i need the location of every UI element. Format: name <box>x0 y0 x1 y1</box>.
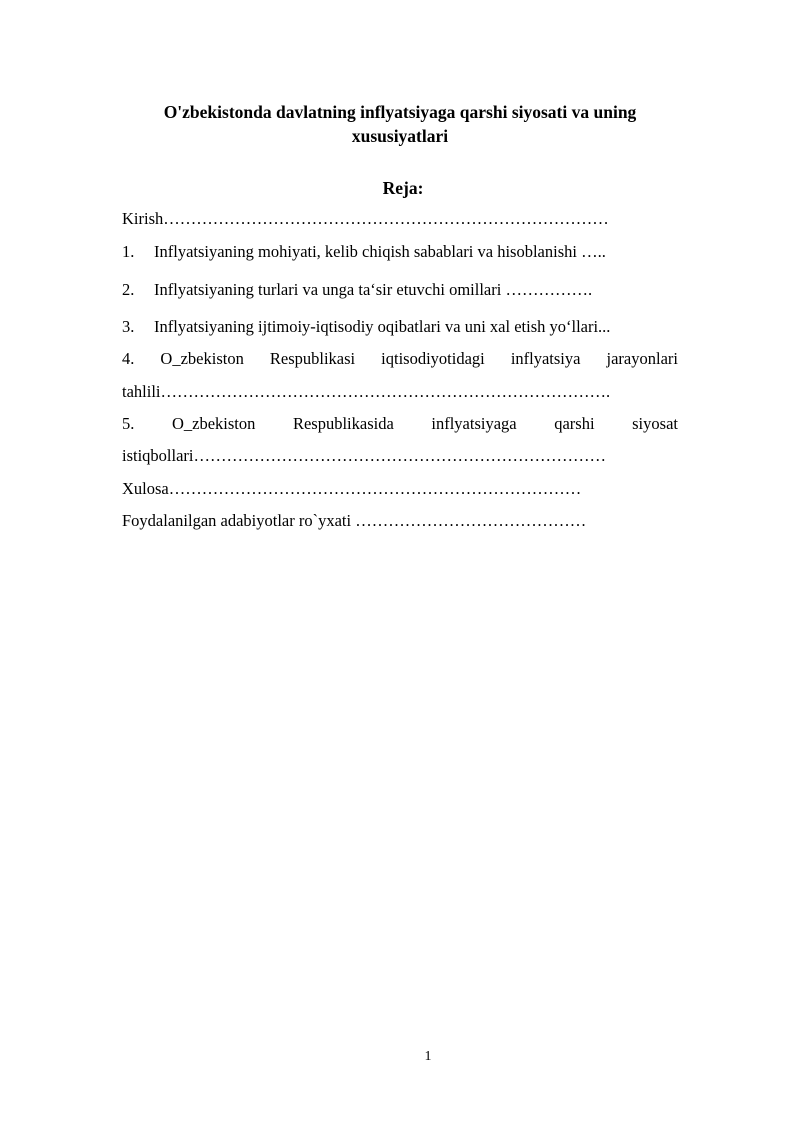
toc-item-1 <box>122 241 678 263</box>
toc-word: inflyatsiya <box>510 349 581 368</box>
toc-item-3 <box>122 316 678 338</box>
toc-word: iqtisodiyotidagi <box>381 349 485 368</box>
toc-word: inflyatsiyaga <box>431 414 517 433</box>
toc-intro: Kirish……………………………………………………………………… <box>122 209 609 228</box>
toc-word: jarayonlari <box>606 349 678 368</box>
toc-item-2 <box>122 279 678 301</box>
toc-item-number: 1. <box>122 242 135 261</box>
toc-item-number: 3. <box>122 317 135 336</box>
toc-item-4 <box>122 348 678 370</box>
toc-conclusion: Xulosa………………………………………………………………… <box>122 479 582 498</box>
toc-item-number: 2. <box>122 280 135 299</box>
toc-word: qarshi <box>554 414 595 433</box>
toc-item-text: Inflyatsiyaning ijtimoiy-iqtisodiy oqibatlari va uni xal etish yo‘llari... <box>154 317 611 336</box>
plan-heading: Reja: <box>382 178 424 198</box>
toc-references: Foydalanilgan adabiyotlar ro`yxati …………………………………… <box>122 511 587 530</box>
toc-word: 5. <box>122 414 135 433</box>
toc-word: Respublikasida <box>292 414 394 433</box>
toc-item-5 <box>122 413 678 435</box>
document-title: O'zbekistonda davlatning inflyatsiyaga qarshi siyosati va uning xususiyatlari <box>163 102 637 146</box>
toc-word: O_zbekiston <box>160 349 244 368</box>
toc-item-text: Inflyatsiyaning mohiyati, kelib chiqish sabablari va hisoblanishi ….. <box>154 242 606 261</box>
toc-item-5-continuation: istiqbollari………………………………………………………………… <box>122 446 606 465</box>
toc-word: siyosat <box>632 414 678 433</box>
page-number: 1 <box>424 1049 432 1064</box>
toc-item-text: Inflyatsiyaning turlari va unga ta‘sir etuvchi omillari ……………. <box>154 280 593 299</box>
toc-word: O_zbekiston <box>171 414 256 433</box>
toc-word: Respublikasi <box>269 349 356 368</box>
toc-word: 4. <box>122 349 135 368</box>
toc-item-4-continuation: tahlili………………………………………………………………………. <box>122 382 611 401</box>
